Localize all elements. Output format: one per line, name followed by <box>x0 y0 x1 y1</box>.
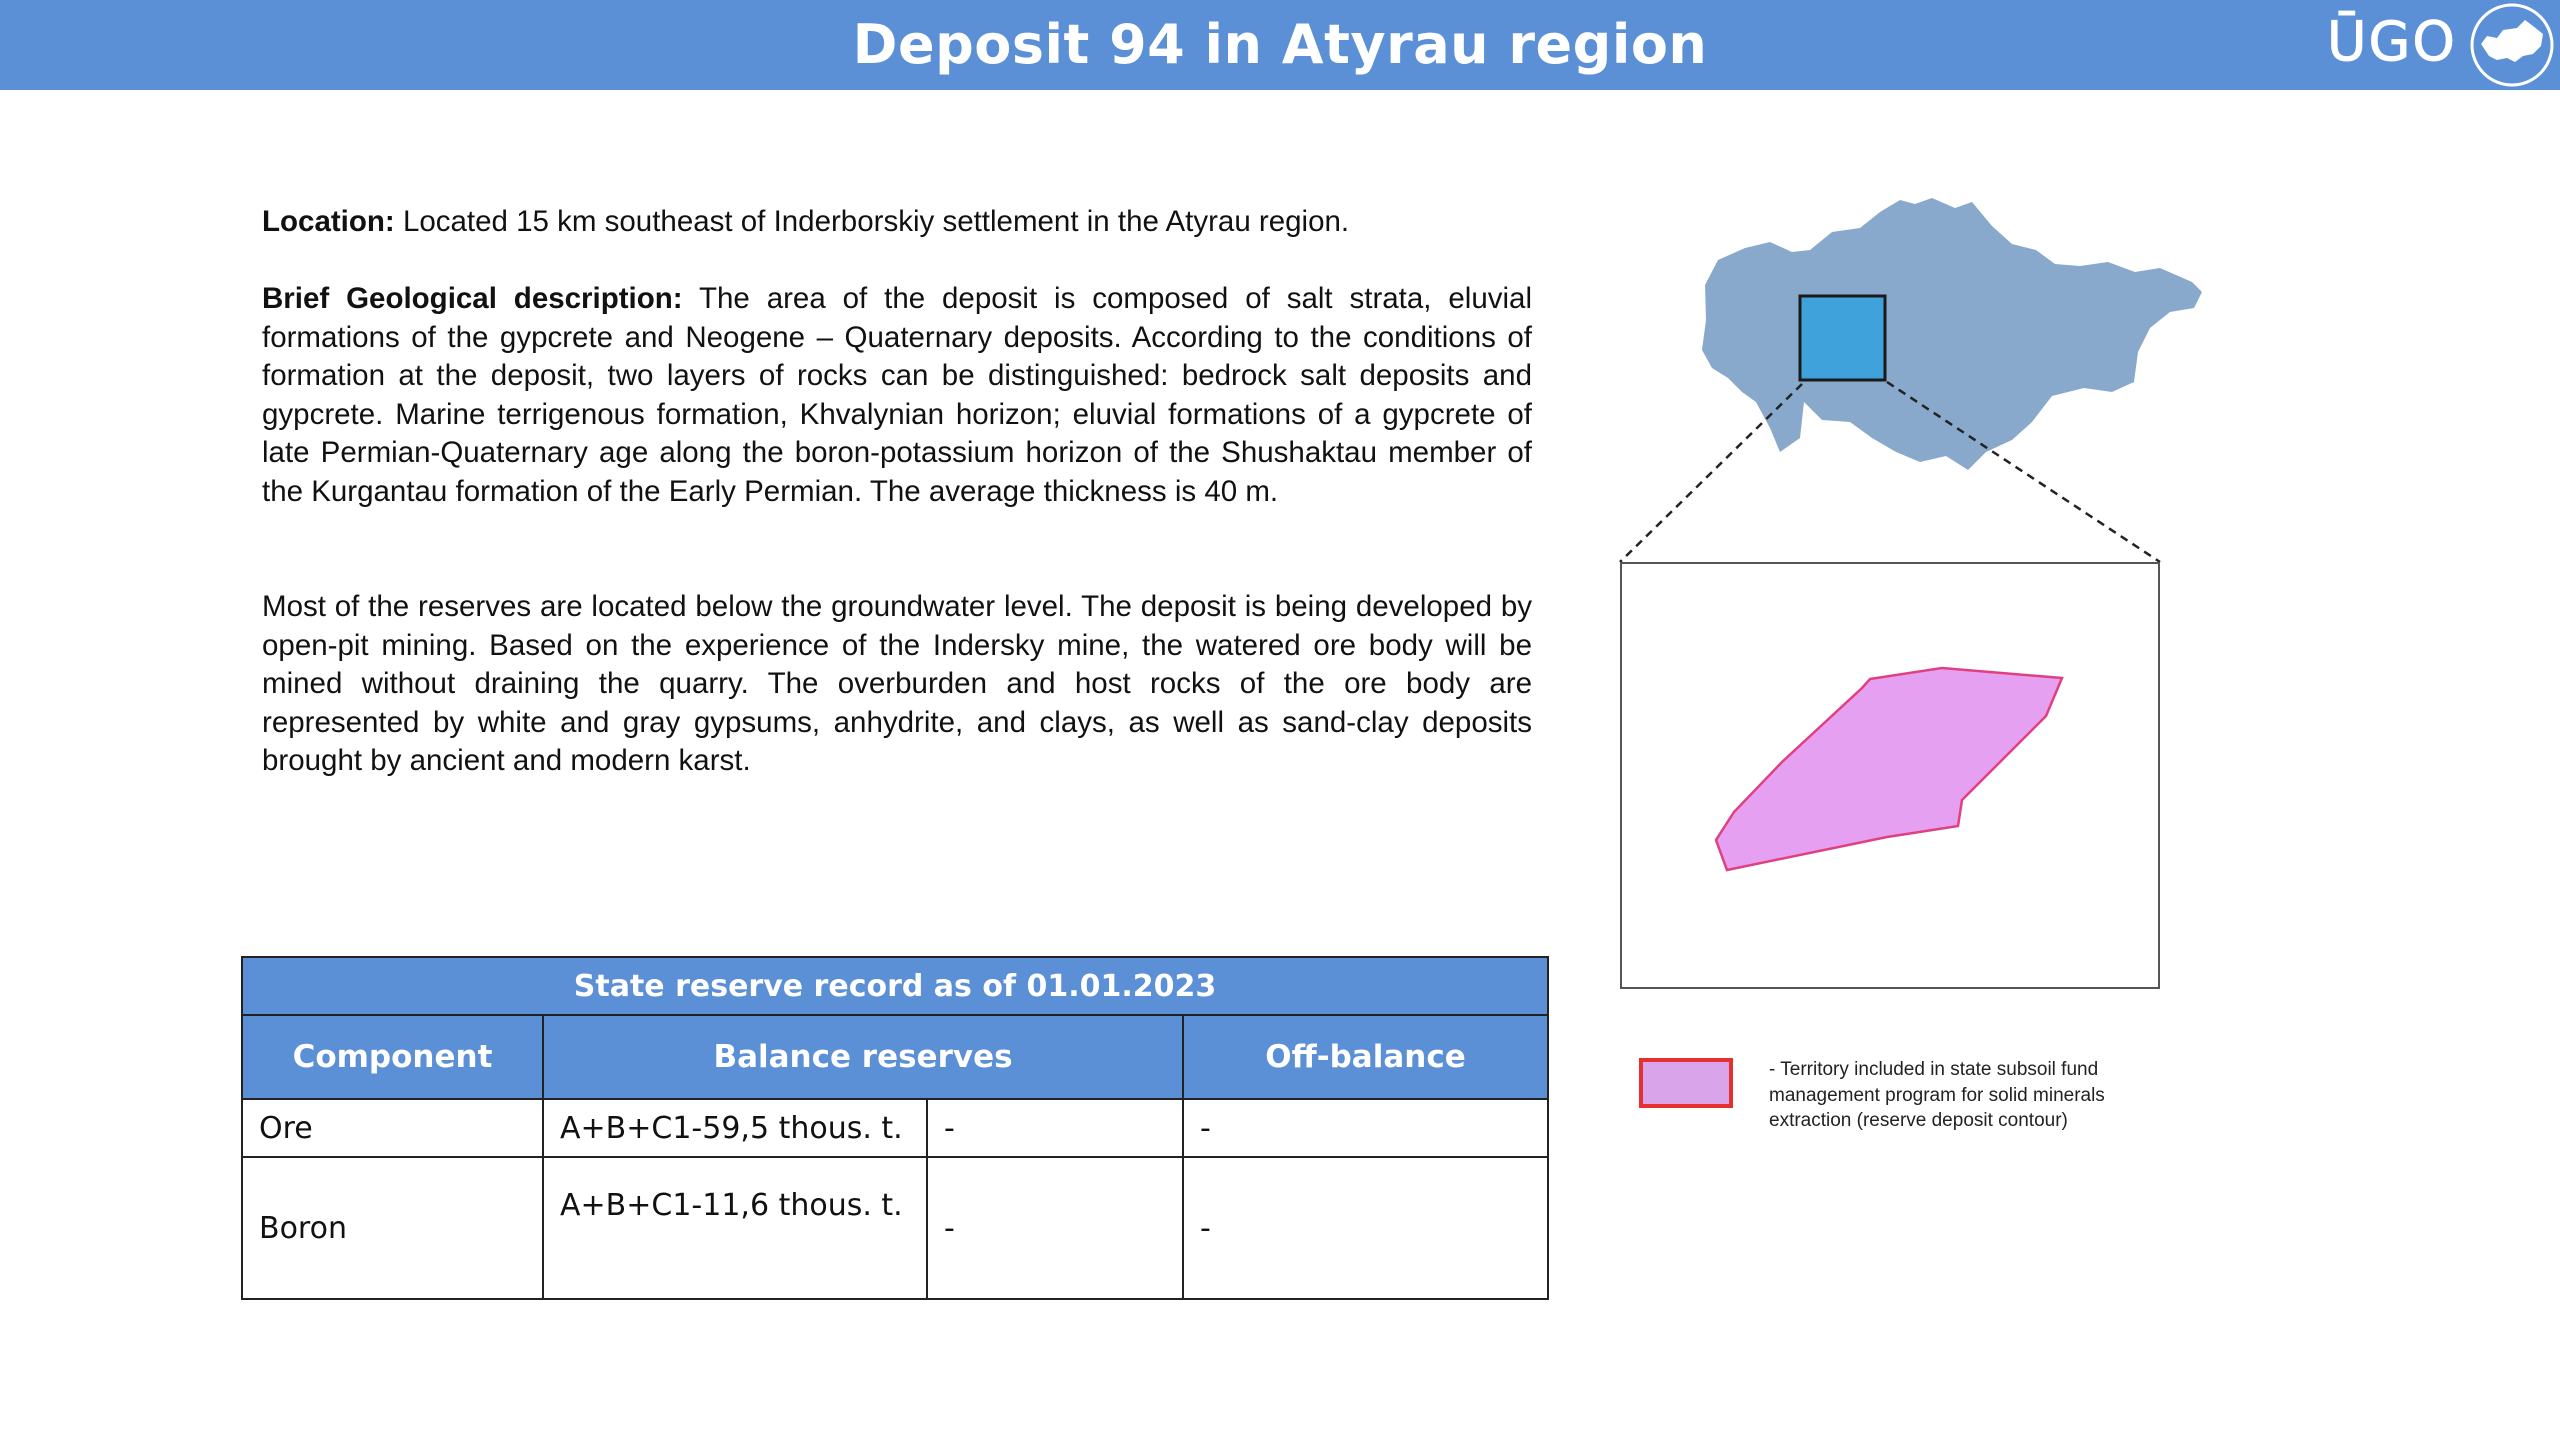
legend-swatch <box>1639 1058 1733 1108</box>
reserves-paragraph: Most of the reserves are located below the groundwater level. The deposit is being developed by open-pit mining. Based on the experience of the Indersky mine, the watered ore body will be mined without draining the quarry. The overburden and host rocks of the ore body are represented by white and gray gypsums, anhydrite, and clays, as well as sand-clay deposits brought by ancient and modern karst. <box>262 590 1532 777</box>
page-title: Deposit 94 in Atyrau region <box>852 13 1708 76</box>
logo-text: ŪGO <box>2327 10 2457 73</box>
deposit-detail-map <box>1620 562 2160 989</box>
location-paragraph <box>262 203 1532 242</box>
geology-paragraph <box>262 280 1532 511</box>
deposit-contour <box>1716 668 2062 870</box>
legend-text: - Territory included in state subsoil fund management program for solid minerals extraction (reserve deposit contour) <box>1769 1059 2105 1131</box>
cell-balance-extra: - <box>927 1157 1183 1299</box>
cell-off-balance: - <box>1183 1157 1548 1299</box>
cell-balance: A+B+C1-59,5 thous. t. <box>543 1099 927 1157</box>
location-label: Location: <box>262 205 395 238</box>
header-component: Component <box>242 1015 543 1099</box>
header-bar <box>0 0 2560 90</box>
cell-component: Boron <box>242 1157 543 1299</box>
cell-component: Ore <box>242 1099 543 1157</box>
table-row <box>242 1157 1548 1299</box>
location-text: Located 15 km southeast of Inderborskiy settlement in the Atyrau region. <box>394 205 1350 238</box>
geology-text: The area of the deposit is composed of salt strata, eluvial formations of the gypcrete and Neogene – Quaternary deposits. According to the conditions of formation at the deposit, two layers of rocks can be distinguished: bedrock salt deposits and gypcrete. Marine terrigenous formation, Khvalynian horizon; eluvial formations of a gypcrete of late Permian-Quaternary age along the boron-potassium horizon of the Shushaktau member of the Kurgantau formation of the Early Permian. The average thickness is 40 m. <box>262 282 1533 508</box>
geology-label: Brief Geological description: <box>262 282 683 315</box>
table-caption: State reserve record as of 01.01.2023 <box>242 957 1548 1015</box>
cell-balance: A+B+C1-11,6 thous. t. <box>543 1157 927 1299</box>
ugo-logo <box>2327 0 2552 90</box>
cell-off-balance: - <box>1183 1099 1548 1157</box>
header-balance-reserves: Balance reserves <box>543 1015 1183 1099</box>
kazakhstan-map-icon <box>2467 0 2557 90</box>
map-connector-lines <box>1600 290 2180 570</box>
state-reserve-table <box>241 956 1549 1300</box>
table-row <box>242 1099 1548 1157</box>
cell-balance-extra: - <box>927 1099 1183 1157</box>
header-off-balance: Off-balance <box>1183 1015 1548 1099</box>
